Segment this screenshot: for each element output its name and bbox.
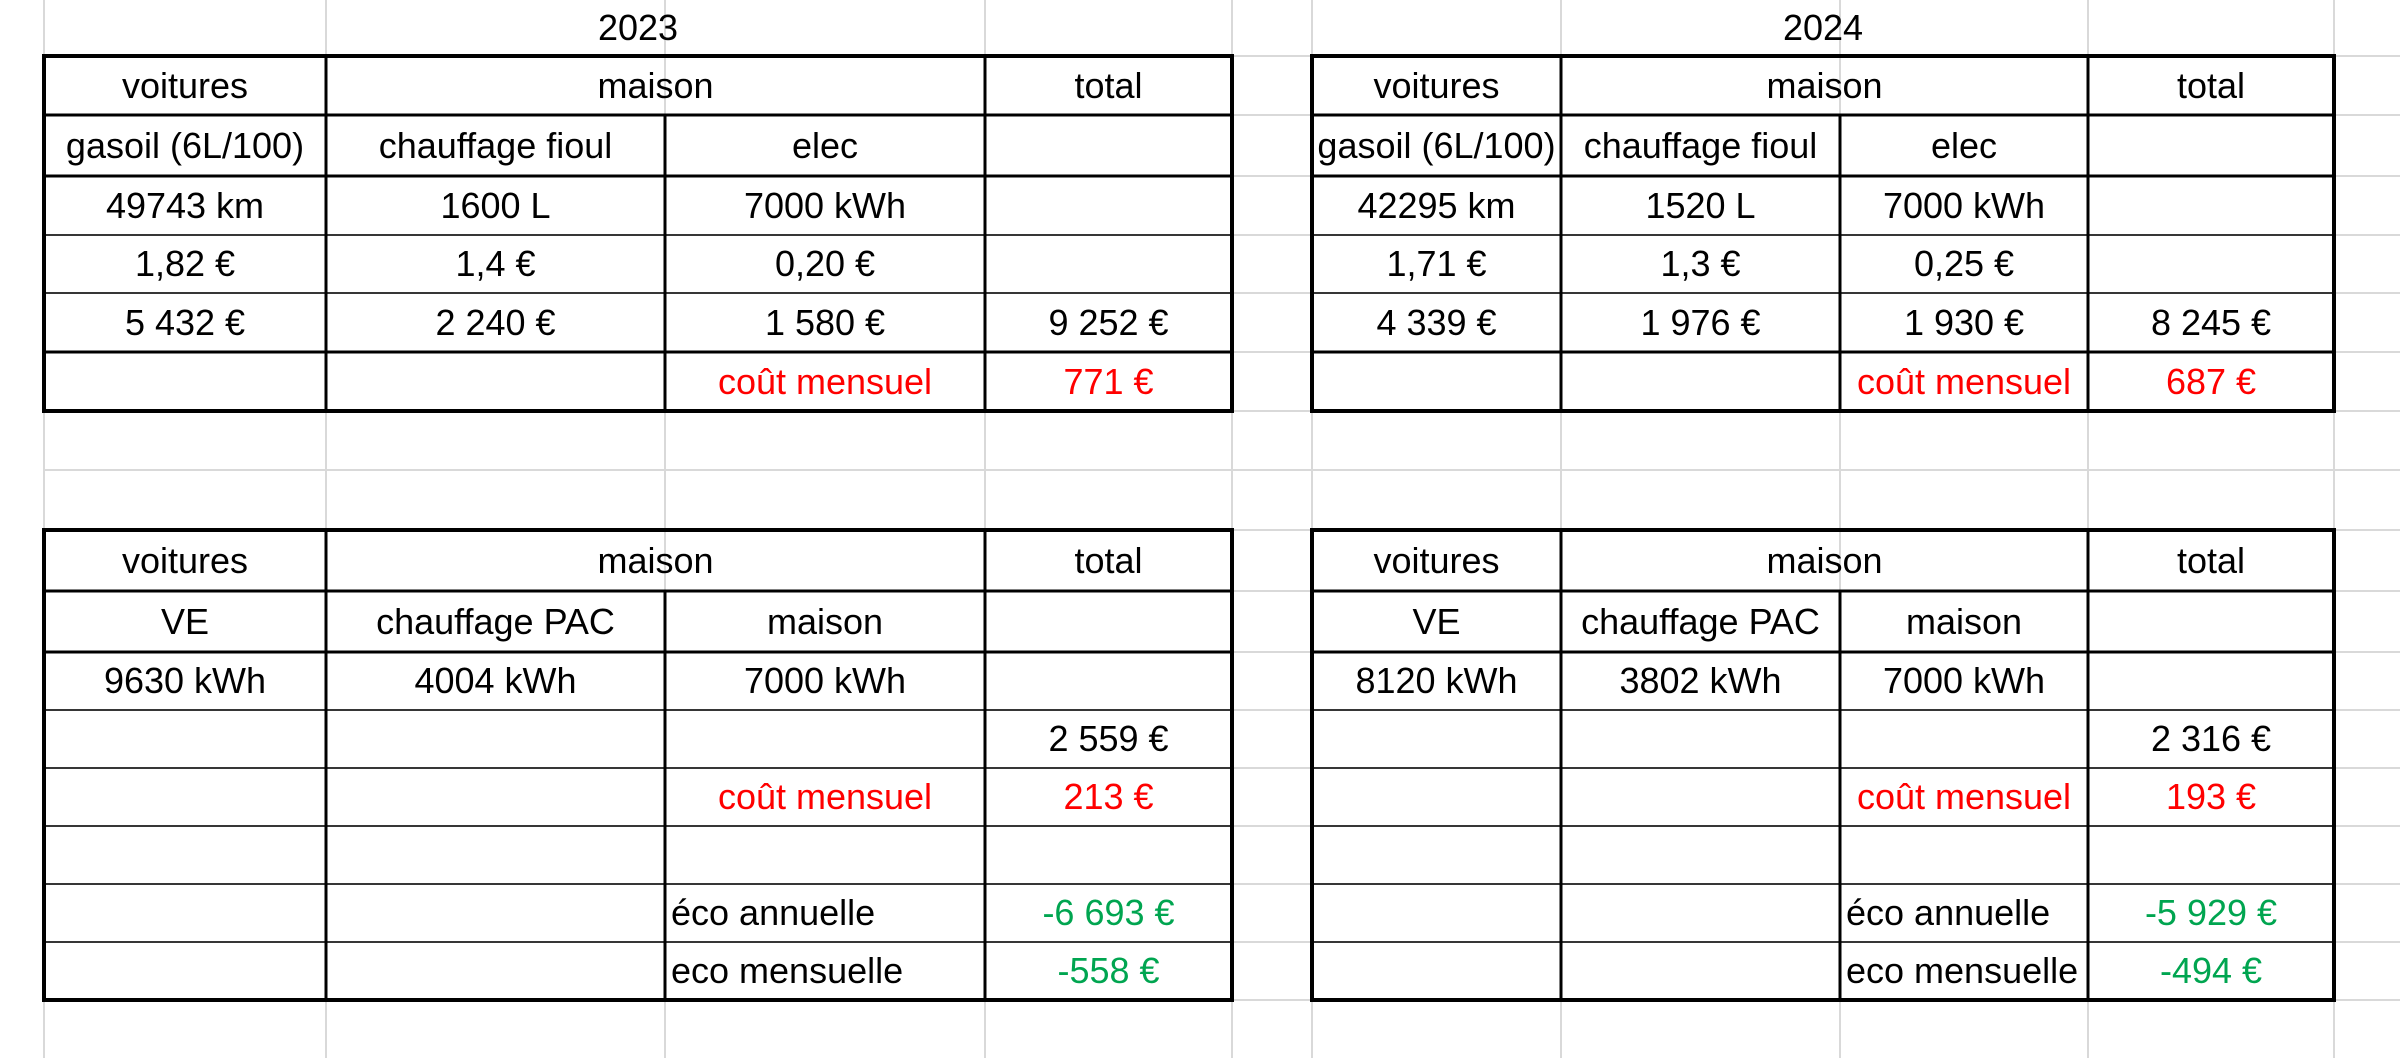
- cell-top-left-r2-c1[interactable]: 1600 L: [440, 184, 551, 226]
- cell-bottom-right-r1-c1[interactable]: chauffage PAC: [1581, 600, 1820, 642]
- cell-top-right-r2-c2[interactable]: 7000 kWh: [1882, 184, 2046, 226]
- cell-bottom-right-r7-c3[interactable]: -494 €: [2159, 950, 2263, 991]
- cell-top-left-r3-c2[interactable]: 0,20 €: [774, 243, 876, 284]
- cell-bottom-left-r7-c2[interactable]: eco mensuelle: [671, 950, 904, 991]
- cell-bottom-right-r3-c3[interactable]: 2 316 €: [2150, 718, 2272, 759]
- cell-top-right-r1-c2[interactable]: elec: [1930, 124, 1998, 166]
- cell-bottom-right-r4-c2[interactable]: coût mensuel: [1856, 776, 2072, 817]
- cell-top-right-r1-c1[interactable]: chauffage fioul: [1583, 124, 1818, 166]
- cell-top-left-r1-c0[interactable]: gasoil (6L/100): [65, 124, 305, 166]
- cell-top-left-r3-c0[interactable]: 1,82 €: [134, 243, 236, 284]
- year-label-2023: 2023: [597, 7, 679, 48]
- cell-bottom-left-r3-c3[interactable]: 2 559 €: [1048, 718, 1169, 759]
- cell-top-left-r2-c2[interactable]: 7000 kWh: [743, 184, 907, 226]
- cell-top-left-r4-c2[interactable]: 1 580 €: [764, 301, 886, 343]
- cell-bottom-right-r0-c0[interactable]: voitures: [1373, 539, 1500, 581]
- cell-bottom-right-r0-c2[interactable]: total: [2176, 539, 2246, 581]
- cell-top-right-r0-c0[interactable]: voitures: [1373, 64, 1500, 106]
- cell-top-right-r3-c2[interactable]: 0,25 €: [1913, 243, 2015, 284]
- cell-top-left-r0-c0[interactable]: voitures: [121, 64, 249, 106]
- cell-bottom-left-r4-c3[interactable]: 213 €: [1063, 776, 1154, 817]
- cell-bottom-right-r7-c2[interactable]: eco mensuelle: [1846, 950, 2079, 991]
- cell-top-left-r5-c3[interactable]: 771 €: [1063, 360, 1154, 402]
- cell-bottom-right-r2-c1[interactable]: 3802 kWh: [1619, 660, 1782, 701]
- cell-top-left-r3-c1[interactable]: 1,4 €: [455, 243, 536, 284]
- cell-bottom-left-r1-c1[interactable]: chauffage PAC: [376, 600, 615, 642]
- cell-top-left-r4-c1[interactable]: 2 240 €: [435, 301, 556, 343]
- cell-bottom-right-r6-c3[interactable]: -5 929 €: [2144, 892, 2278, 933]
- cell-bottom-right-r2-c0[interactable]: 8120 kWh: [1355, 660, 1518, 701]
- cell-bottom-left-r1-c2[interactable]: maison: [766, 600, 884, 642]
- cell-bottom-left-r2-c0[interactable]: 9630 kWh: [103, 660, 267, 701]
- cell-top-right-r5-c2[interactable]: coût mensuel: [1856, 360, 2072, 402]
- cell-top-right-r0-c2[interactable]: total: [2176, 64, 2246, 106]
- cell-top-left-r1-c1[interactable]: chauffage fioul: [378, 124, 613, 166]
- cell-bottom-right-r0-c1[interactable]: maison: [1766, 539, 1883, 581]
- cell-top-right-r5-c3[interactable]: 687 €: [2165, 360, 2257, 402]
- cell-top-right-r2-c1[interactable]: 1520 L: [1645, 184, 1756, 226]
- cell-bottom-right-r1-c0[interactable]: VE: [1412, 600, 1461, 642]
- cell-bottom-right-r1-c2[interactable]: maison: [1905, 600, 2023, 642]
- cell-bottom-left-r4-c2[interactable]: coût mensuel: [717, 776, 933, 817]
- cell-bottom-left-r7-c3[interactable]: -558 €: [1057, 950, 1160, 991]
- cell-bottom-left-r6-c2[interactable]: éco annuelle: [671, 892, 876, 933]
- cell-top-left-r5-c2[interactable]: coût mensuel: [717, 360, 933, 402]
- cell-top-left-r0-c1[interactable]: maison: [597, 64, 714, 106]
- cell-bottom-left-r6-c3[interactable]: -6 693 €: [1042, 892, 1175, 933]
- cell-top-right-r3-c0[interactable]: 1,71 €: [1386, 243, 1487, 284]
- cell-bottom-right-r6-c2[interactable]: éco annuelle: [1846, 892, 2051, 933]
- cell-top-left-r1-c2[interactable]: elec: [791, 124, 859, 166]
- cell-top-left-r0-c2[interactable]: total: [1074, 64, 1143, 106]
- cell-bottom-left-r2-c1[interactable]: 4004 kWh: [414, 660, 577, 701]
- cell-top-right-r2-c0[interactable]: 42295 km: [1357, 184, 1516, 226]
- cell-top-left-r2-c0[interactable]: 49743 km: [105, 184, 265, 226]
- cell-bottom-left-r0-c1[interactable]: maison: [597, 539, 714, 581]
- cell-top-right-r4-c0[interactable]: 4 339 €: [1376, 301, 1497, 343]
- cell-top-right-r0-c1[interactable]: maison: [1766, 64, 1883, 106]
- cell-bottom-right-r2-c2[interactable]: 7000 kWh: [1882, 660, 2046, 701]
- cell-top-left-r4-c3[interactable]: 9 252 €: [1048, 301, 1169, 343]
- cell-top-right-r4-c2[interactable]: 1 930 €: [1903, 301, 2025, 343]
- cell-bottom-right-r4-c3[interactable]: 193 €: [2165, 776, 2257, 817]
- cell-top-left-r4-c0[interactable]: 5 432 €: [124, 301, 246, 343]
- cell-top-right-r4-c3[interactable]: 8 245 €: [2150, 301, 2272, 343]
- cell-bottom-left-r1-c0[interactable]: VE: [160, 600, 210, 642]
- cell-top-right-r1-c0[interactable]: gasoil (6L/100): [1317, 124, 1556, 166]
- cell-bottom-left-r2-c2[interactable]: 7000 kWh: [743, 660, 907, 701]
- cell-bottom-left-r0-c2[interactable]: total: [1074, 539, 1143, 581]
- cell-bottom-left-r0-c0[interactable]: voitures: [121, 539, 249, 581]
- year-label-2024: 2024: [1782, 7, 1864, 48]
- cell-top-right-r4-c1[interactable]: 1 976 €: [1640, 301, 1761, 343]
- cell-top-right-r3-c1[interactable]: 1,3 €: [1660, 243, 1741, 284]
